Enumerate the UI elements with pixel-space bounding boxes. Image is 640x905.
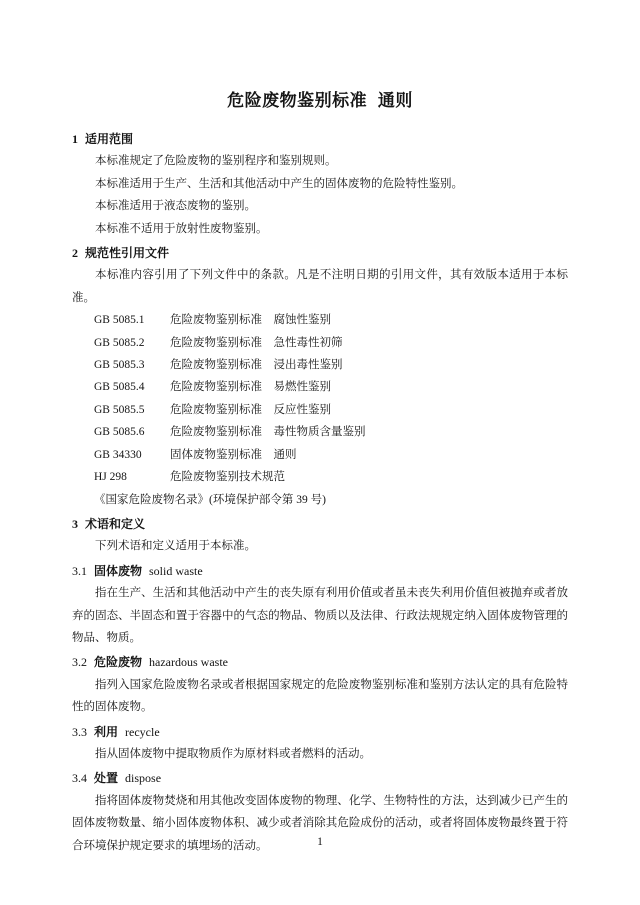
reference-item [94, 399, 568, 421]
reference-item [94, 354, 568, 376]
term-name-en: dispose [125, 771, 162, 786]
reference-code: HJ 298 [94, 471, 127, 484]
term-3-2-heading [72, 651, 568, 673]
reference-title: 固体废物鉴别标准 通则 [170, 448, 297, 461]
reference-code: GB 5085.2 [94, 336, 145, 349]
term-3-1-definition: 指在生产、生活和其他活动中产生的丧失原有利用价值或者虽未丧失利用价值但被抛弃或者放弃的固态、半固态和置于容器中的气态的物品、物质以及法律、行政法规规定纳入固体废物管理的物品、物质。 [72, 587, 568, 644]
reference-title: 危险废物鉴别标准 浸出毒性鉴别 [170, 359, 343, 372]
section-3-heading: 3 术语和定义 [72, 516, 146, 531]
term-3-4-heading [72, 767, 568, 789]
reference-title: 危险废物鉴别标准 急性毒性初筛 [170, 336, 343, 349]
reference-title: 危险废物鉴别技术规范 [170, 471, 285, 484]
term-name-en: hazardous waste [149, 655, 228, 670]
reference-code: GB 5085.5 [94, 403, 145, 416]
term-3-4-definition: 指将固体废物焚烧和用其他改变固体废物的物理、化学、生物特性的方法，达到减少已产生的固体废物数量、缩小固体废物体积、减少或者消除其危险成份的活动，或者将固体废物最终置于符合环境保护规定要求的填埋场的活动。 [72, 794, 568, 852]
document-title: 危险废物鉴别标准 通则 [227, 91, 413, 110]
reference-title: 危险废物鉴别标准 毒性物质含量鉴别 [170, 426, 366, 439]
term-name-zh: 危险废物 [94, 655, 143, 670]
term-3-3-definition: 指从固体废物中提取物质作为原材料或者燃料的活动。 [95, 747, 371, 760]
term-name-zh: 处置 [94, 771, 119, 786]
section-1-paragraph-4: 本标准不适用于放射性废物鉴别。 [95, 222, 268, 235]
reference-item [94, 376, 568, 398]
term-3-1-heading [72, 560, 568, 582]
section-2-heading: 2 规范性引用文件 [72, 246, 170, 261]
page-number: 1 [317, 836, 323, 848]
reference-item [94, 332, 568, 354]
reference-item [94, 466, 568, 488]
reference-item [94, 309, 568, 331]
reference-catalog-note: 《国家危险废物名录》(环境保护部令第 39 号) [94, 493, 326, 506]
term-name-zh: 固体废物 [94, 563, 143, 578]
reference-item [94, 421, 568, 443]
reference-title: 危险废物鉴别标准 腐蚀性鉴别 [170, 314, 331, 327]
section-3-intro: 下列术语和定义适用于本标准。 [95, 540, 256, 553]
term-number: 3.4 [72, 771, 87, 786]
term-3-2-definition: 指列入国家危险废物名录或者根据国家规定的危险废物鉴别标准和鉴别方法认定的具有危险特性的固体废物。 [72, 678, 568, 714]
reference-code: GB 5085.4 [94, 381, 145, 394]
term-name-en: recycle [125, 724, 160, 739]
term-name-en: solid waste [149, 563, 203, 578]
reference-code: GB 5085.6 [94, 426, 145, 439]
section-1-paragraph-3: 本标准适用于液态废物的鉴别。 [95, 200, 256, 213]
term-3-3-heading [72, 721, 568, 743]
term-number: 3.3 [72, 724, 87, 739]
section-1-heading: 1 适用范围 [72, 132, 134, 146]
section-1-paragraph-1: 本标准规定了危险废物的鉴别程序和鉴别规则。 [95, 155, 337, 168]
section-1-paragraph-2: 本标准适用于生产、生活和其他活动中产生的固体废物的危险特性鉴别。 [95, 177, 463, 190]
reference-code: GB 5085.3 [94, 359, 145, 372]
reference-title: 危险废物鉴别标准 易燃性鉴别 [170, 381, 331, 394]
term-name-zh: 利用 [94, 724, 119, 739]
reference-item [94, 444, 568, 466]
term-number: 3.2 [72, 655, 87, 670]
reference-title: 危险废物鉴别标准 反应性鉴别 [170, 403, 331, 416]
reference-code: GB 34330 [94, 448, 142, 461]
section-2-intro: 本标准内容引用了下列文件中的条款。凡是不注明日期的引用文件，其有效版本适用于本标准。 [72, 269, 568, 304]
term-number: 3.1 [72, 563, 87, 578]
reference-code: GB 5085.1 [94, 314, 145, 327]
